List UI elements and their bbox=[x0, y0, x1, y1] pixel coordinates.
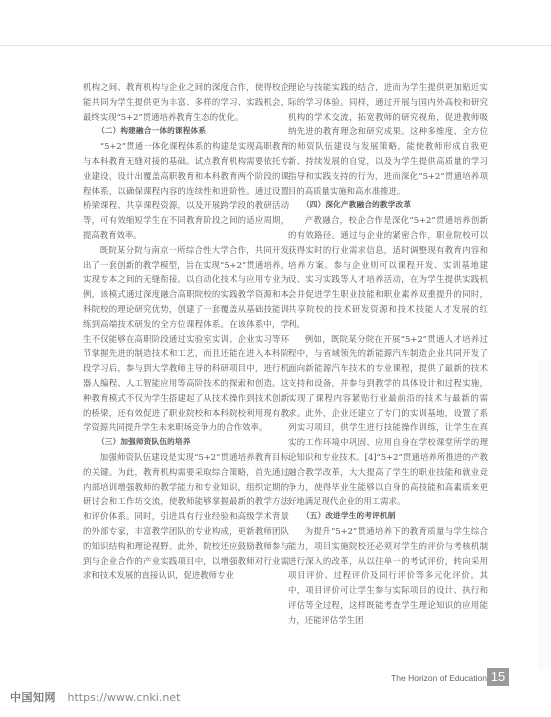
body-paragraph: 机构之间、教育机构与企业之间的深度合作，使得校企能共同为学生提供更为丰富、多样的学习、实践机会，最终实现“5+2”贯通培养教育生态的优化。 bbox=[83, 82, 289, 122]
body-paragraph: “5+2”贯通一体化课程体系的构建是实现高职教育与本科教育无缝对接的基础。试点教育机构需要依托专业建设，设计出覆盖高职教育和本科教育两个阶段的课程体系，以确保课程内容的连续性和进阶性。通过设置桥梁课程、共享课程资源，以及开展跨学段的教研活动等，可有效缩短学生在不同教育阶段之间的适应周期，提高教育效率。 bbox=[83, 141, 289, 240]
body-paragraph: 理论与技能实践的结合，进而为学生提供更加贴近实际的学习体验。同样，通过开展与国内外高校和研究机构的学术交流，拓宽教师的研究视角，促进教师吸纳先进的教育理念和研究成果。这种多维度、全方位的师资队伍建设与发展策略，能使教师形成自我更新、持续发展的自觉，以及为学生提供高质量的学习指导和实践支持的行为，进而深化“5+2”贯通培养项目的高质量实施和高水准推进。 bbox=[288, 82, 488, 196]
left-column bbox=[83, 80, 289, 583]
journal-title: The Horizon of Education bbox=[391, 673, 487, 683]
page-edge-band bbox=[538, 360, 551, 670]
right-column bbox=[288, 80, 488, 627]
page-number: 15 bbox=[487, 668, 509, 686]
cnki-url[interactable]: https://www.cnki.net bbox=[67, 691, 181, 704]
section-heading: （五）改进学生的考评机制 bbox=[302, 511, 396, 521]
body-paragraph: 为提升“5+2”贯通培养下的教育质量与学生综合能力，项目实施院校还必须对学生的评价与考核机制进行深入的改革，从以往单一的考试评价，转向采用项目评价、过程评价及同行评价等多元化评价。其中，项目评价可让学生参与实际项目的设计、执行和评估等全过程，这样既能考查学生理论知识的应用能力，还能评估学生团 bbox=[288, 525, 488, 625]
header-rule bbox=[0, 45, 551, 46]
body-paragraph: 例如，既院某分院在开展“5+2”贯通人才培养过程中，与省域领先的新能源汽车制造企业共同开发了面向新能源汽车技术的专业课程，提供了最新的技术支持和设备，并参与到教学的具体设计和过程实施，实现了课程内容紧贴行业最前沿的技术与最新的需求。此外，企业还建立了专门的实训基地，设置了系列实习项目，供学生进行技能操作训练，让学生在真实的工作环境中巩固、应用自身在学校课堂所学的理论知识和专业技术。[4]“5+2”贯通培养所推进的产教融合教学改革，大大提高了学生的职业技能和就业竞争力，使得毕业生能够以自身的高技能和高素质来更好地满足现代企业的用工需求。 bbox=[288, 333, 488, 507]
section-heading: （三）加强师资队伍的培养 bbox=[97, 437, 191, 447]
body-paragraph: 既院某分院与南京一所综合性大学合作，共同开发出了一套创新的教学模型，旨在实现“5+2”贯通培养，实现专本之间的无缝衔接。以自动化技术与应用专业为例，该模式通过深度融合高职院校的实践教学资源和本科院校的理论研究优势，创建了一套覆盖从基础技能训练到高端技术研发的全方位课程体系。在该体系中，学生不仅能够在高职阶段通过实验室实训、企业实习等环节掌握先进的制造技术和工艺，而且还能在进入本科阶段学习后，参与到大学教师主导的科研项目中，进行机器人编程、人工智能应用等高阶技术的探索和创造。这种教育模式不仅为学生搭建起了从技术操作到技术创新的桥梁，还有效促进了职业院校和本科院校利用现有教学资源共同提升学生未来职场竞争力的合作效率。 bbox=[83, 244, 289, 433]
body-paragraph: 产教融合，校企合作是深化“5+2”贯通培养创新的有效路径。通过与企业的紧密合作，职业院校可以获得实时的行业需求信息，适时调整现有教育内容和培养方案。参与企业则可以课程开发、实训基地建设、实习实践等人才培养活动，在为学生提供实践机会并促进学生职业技能和职业素养双重提升的同时，共享院校的技术研发资源和技术技能人才发展的红利。 bbox=[288, 215, 488, 329]
section-heading: （四）深化产教融合的教学改革 bbox=[302, 200, 412, 210]
body-paragraph: 加强师资队伍建设是实现“5+2”贯通培养教育目标的关键。为此，教育机构需要采取综合策略，首先通过内部培训增强教师的教学能力和专业知识，组织定期的研讨会和工作坊交流，使教师能够掌握最新的教学方法和评价体系。同时，引进具有行业经验和高级学术背景的外部专家，丰富教学团队的专业构成，更新教师团队的知识结构和理论视野。此外，院校还应鼓励教师参与到与企业合作的产业实践项目中，以增强教师对行业需求和技术发展的直接认识，促进教师专业 bbox=[83, 451, 289, 581]
section-heading: （二）构建融合一体的课程体系 bbox=[97, 126, 207, 136]
cnki-watermark[interactable] bbox=[10, 689, 180, 705]
cnki-logo: 中国知网 bbox=[10, 691, 56, 704]
